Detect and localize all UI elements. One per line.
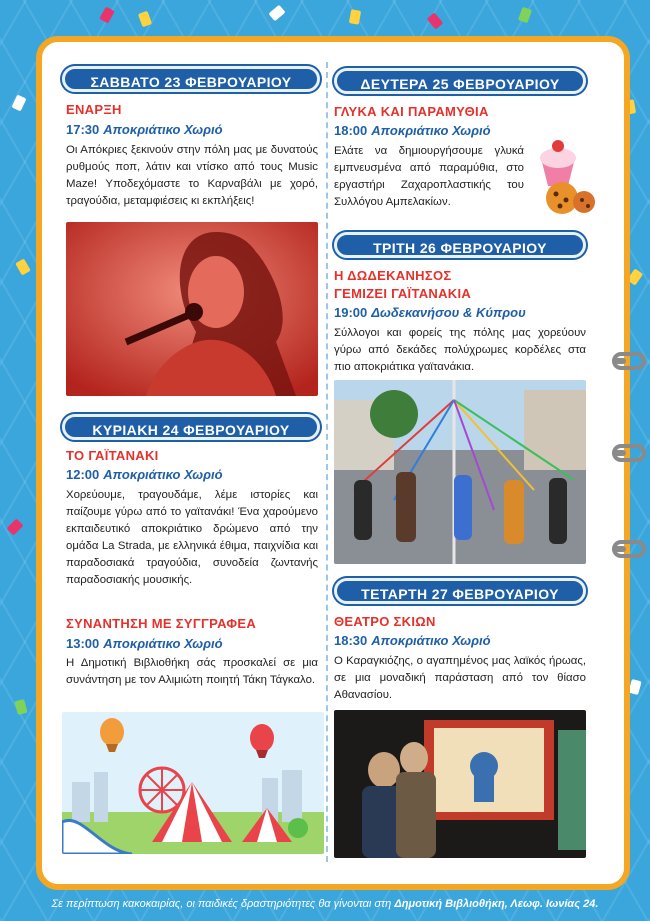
- event-title: ΤΟ ΓΑΪΤΑΝΑΚΙ: [66, 448, 159, 463]
- carnival-illustration: [62, 712, 324, 854]
- event-time: [66, 636, 223, 651]
- event-time: [334, 633, 491, 648]
- time-value: 17:30: [66, 122, 100, 137]
- venue: Αποκριάτικο Χωριό: [371, 123, 491, 138]
- day-header-wednesday: ΤΕΤΑΡΤΗ 27 ΦΕΒΡΟΥΑΡΙΟΥ: [334, 578, 586, 604]
- footer-note: [0, 898, 650, 910]
- footer-prefix: Σε περίπτωση κακοκαιρίας, οι παιδικές δραστηριότητες θα γίνονται στη: [51, 898, 395, 910]
- event-description: Οι Απόκριες ξεκινούν στην πόλη μας με δυνατούς ρυθμούς ποπ, λάτιν και ντίσκο από τους Music Maze! Υποδεχόμαστε το Καρναβάλι με χορό, τραγούδια, μεταμφιέσεις κι εκπλήξεις!: [66, 144, 318, 207]
- event-title: ΓΕΜΙΖΕΙ ΓΑΪΤΑΝΑΚΙΑ: [334, 286, 472, 301]
- binder-ring: [612, 540, 646, 558]
- event-time: [66, 122, 223, 137]
- event-description: Σύλλογοι και φορείς της πόλης μας χορεύουν γύρω από δεκάδες πολύχρωμες κορδέλες στα πιο αποκριάτικα γαϊτανάκια.: [334, 327, 586, 373]
- event-title: ΕΝΑΡΞΗ: [66, 102, 122, 117]
- venue: Αποκριάτικο Χωριό: [103, 636, 223, 651]
- event-time: [334, 305, 526, 320]
- binder-ring: [612, 444, 646, 462]
- time-value: 18:30: [334, 633, 368, 648]
- event-title: ΓΛΥΚΑ ΚΑΙ ΠΑΡΑΜΥΘΙΑ: [334, 104, 489, 119]
- day-header-monday: ΔΕΥΤΕΡΑ 25 ΦΕΒΡΟΥΑΡΙΟΥ: [334, 68, 586, 94]
- event-description: Ο Καραγκιόζης, ο αγαπημένος μας λαϊκός ήρωας, σε μια μοναδική παράσταση από τον θίασο Αθανασίου.: [334, 655, 586, 701]
- venue: Αποκριάτικο Χωριό: [103, 122, 223, 137]
- venue: Δωδεκανήσου & Κύπρου: [371, 305, 526, 320]
- time-value: 12:00: [66, 467, 100, 482]
- event-title: ΘΕΑΤΡΟ ΣΚΙΩΝ: [334, 614, 436, 629]
- venue: Αποκριάτικο Χωριό: [371, 633, 491, 648]
- time-value: 13:00: [66, 636, 100, 651]
- day-header-sunday: ΚΥΡΙΑΚΗ 24 ΦΕΒΡΟΥΑΡΙΟΥ: [62, 414, 320, 440]
- cupcake-icon: [528, 134, 598, 220]
- day-header-tuesday: ΤΡΙΤΗ 26 ΦΕΒΡΟΥΑΡΙΟΥ: [334, 232, 586, 258]
- event-time: [66, 467, 223, 482]
- footer-place: Δημοτική Βιβλιοθήκη, Λεωφ. Ιωνίας 24.: [394, 898, 599, 910]
- event-description: Χορεύουμε, τραγουδάμε, λέμε ιστορίες και παίζουμε γύρω από το γαϊτανάκι! Ένα χαρούμενο εκπαιδευτικό αποκριάτικο δρώμενο από την ομάδα La Strada, με ελληνικά έθιμα, παιχνίδια και παραδοσιακά τραγούδια, συνοδεία ζωντανής παραδοσιακής μουσικής.: [66, 489, 318, 586]
- day-header-saturday: ΣΑΒΒΑΤΟ 23 ΦΕΒΡΟΥΑΡΙΟΥ: [62, 66, 320, 92]
- event-time: [334, 123, 491, 138]
- column-divider: [326, 62, 328, 862]
- shadow-theatre-photo: [334, 710, 586, 858]
- time-value: 18:00: [334, 123, 368, 138]
- maypole-dance-photo: [334, 380, 586, 564]
- time-value: 19:00: [334, 305, 368, 320]
- event-title: Η ΔΩΔΕΚΑΝΗΣΟΣ: [334, 268, 452, 283]
- event-description: Η Δημοτική Βιβλιοθήκη σάς προσκαλεί σε μια συνάντηση με τον Αλιμιώτη ποιητή Τάκη Τάγκαλο.: [66, 657, 318, 686]
- event-title: ΣΥΝΑΝΤΗΣΗ ΜΕ ΣΥΓΓΡΑΦΕΑ: [66, 616, 257, 631]
- binder-ring: [612, 352, 646, 370]
- singer-photo: [66, 222, 318, 396]
- venue: Αποκριάτικο Χωριό: [103, 467, 223, 482]
- event-description: Ελάτε να δημιουργήσουμε γλυκά εμπνευσμένα από παραμύθια, στο εργαστήρι Ζαχαροπλαστικής του Συλλόγου Αμπελακίων.: [334, 145, 524, 208]
